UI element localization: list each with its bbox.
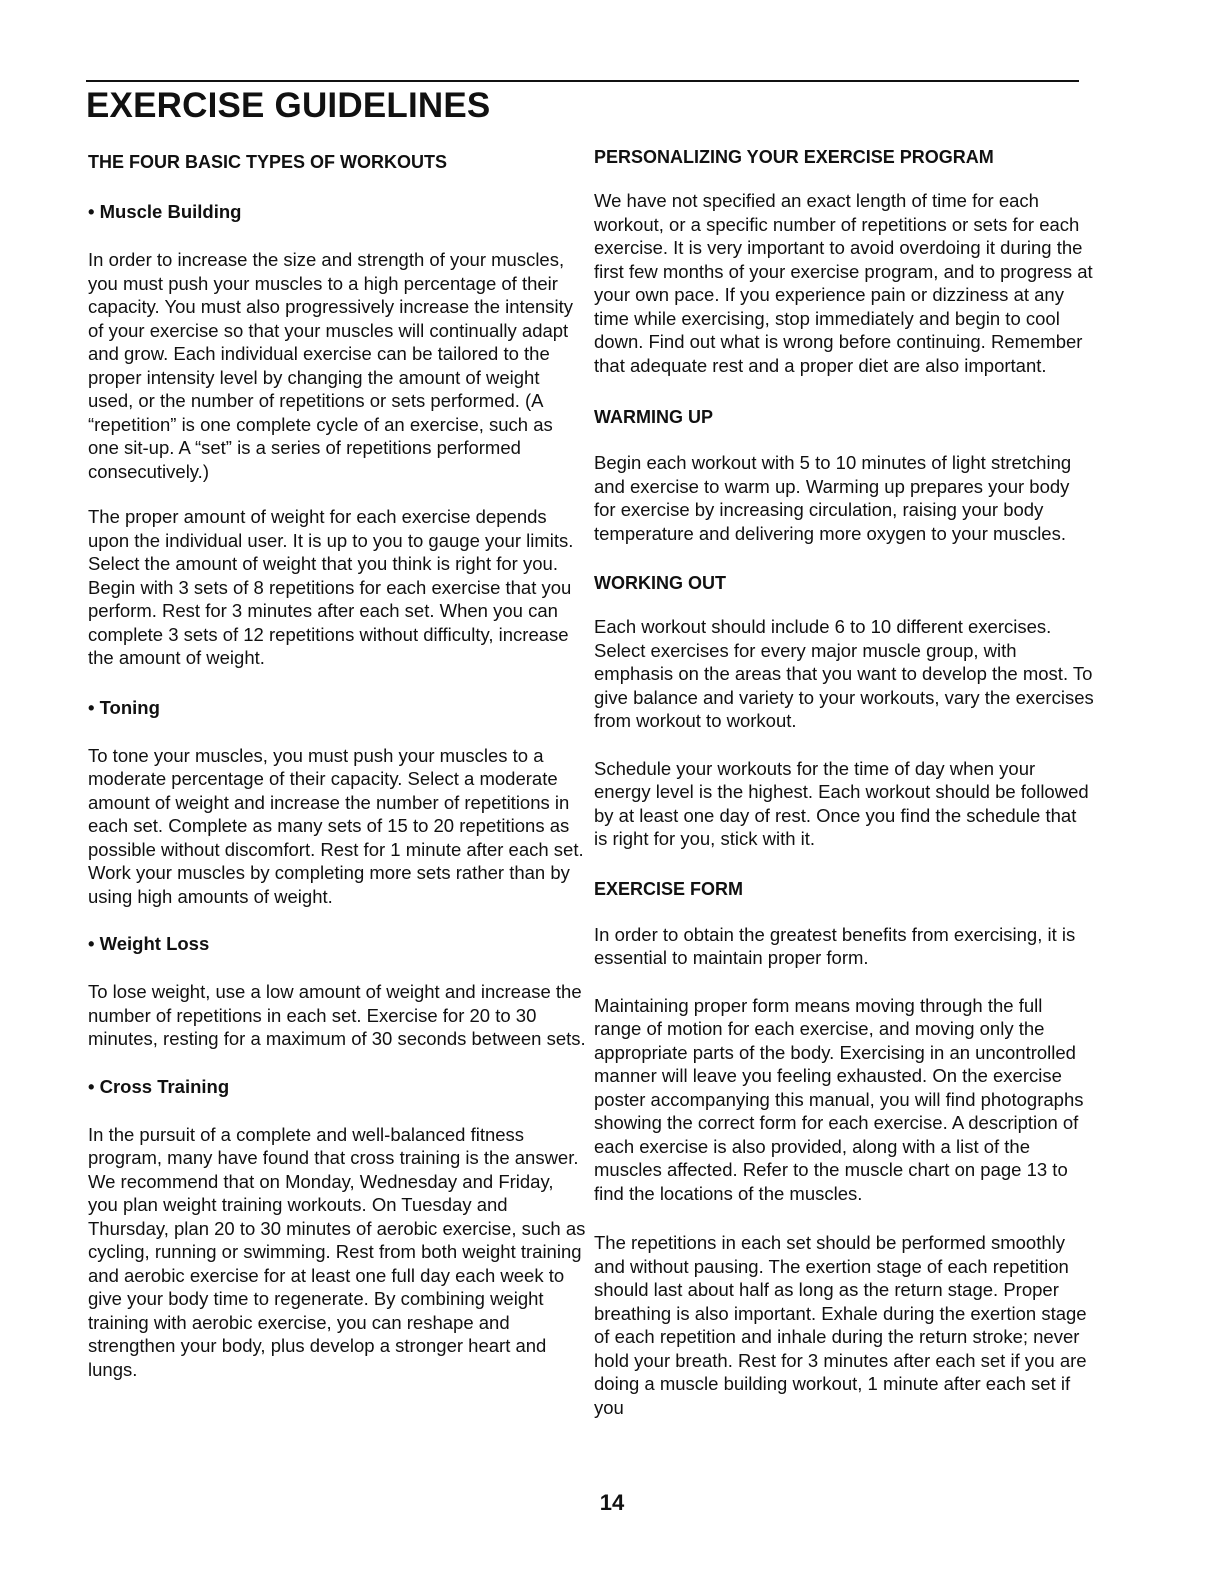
subheading-weight-loss: • Weight Loss [88,933,210,954]
paragraph-cross-training: In the pursuit of a complete and well-balanced fitness program, many have found that cross training is the answer. We recommend that on Monday, Wednesday and Friday, you plan weight training workouts. On Tuesday and Thursday, plan 20 to 30 minutes of aerobic exercise, such as cycling, running or swimming. Rest from both weight training and aerobic exercise for at least one full day each week to give your body time to regenerate. By combining weight training with aerobic exercise, you can reshape and strengthen your body, plus develop a stronger heart and lungs. [88,1123,586,1380]
paragraph-toning: To tone your muscles, you must push your muscles to a moderate percentage of their capacity. Select a moderate amount of weight and increase the number of repetitions in each set. Complete as many sets of 15 to 20 repetitions as possible without discomfort. Rest for 1 minute after each set. Work your muscles by completing more sets rather than by using high amounts of weight. [88,744,584,907]
paragraph-weight-loss: To lose weight, use a low amount of weight and increase the number of repetitions in each set. Exercise for 20 to 30 minutes, resting for a maximum of 30 seconds between sets. [88,981,586,1049]
paragraph-muscle-building-1: In order to increase the size and strength of your muscles, you must push your muscles to a high percentage of their capacity. You must also progressively increase the intensity of your exercise so that your muscles will continually adapt and grow. Each individual exercise can be tailored to the proper intensity level by changing the amount of weight used, or the number of repetitions or sets performed. (A “repetition” is one complete cycle of an exercise, such as one sit-up. A “set” is a series of repetitions performed consecutively.) [88,249,574,482]
subheading-muscle-building: • Muscle Building [88,201,242,222]
right-column [594,145,1094,1419]
section-heading-personalizing: PERSONALIZING YOUR EXERCISE PROGRAM [594,147,994,167]
page-number: 14 [599,1490,625,1515]
left-column [88,150,588,1381]
paragraph-exercise-form-2: Maintaining proper form means moving through the full range of motion for each exercise, and moving only the appropriate parts of the body. Exercising in an uncontrolled manner will leave you feeling exhausted. On the exercise poster accompanying this manual, you will find photographs showing the correct form for each exercise. A description of each exercise is also provided, along with a list of the muscles affected. Refer to the muscle chart on page 13 to find the locations of the muscles. [594,994,1084,1204]
paragraph-exercise-form-3: The repetitions in each set should be performed smoothly and without pausing. The exertion stage of each repetition should last about half as long as the return stage. Proper breathing is also important. Exhale during the exertion stage of each repetition and inhale during the return stroke; never hold your breath. Rest for 3 minutes after each set if you are doing a muscle building workout, 1 minute after each set if you [594,1232,1087,1418]
section-heading-four-types: THE FOUR BASIC TYPES OF WORKOUTS [88,152,448,172]
paragraph-warming-up: Begin each workout with 5 to 10 minutes of light stretching and exercise to warm up. Warming up prepares your body for exercise by increasing circulation, raising your body temperature and delivering more oxygen to your muscles. [594,452,1072,544]
subheading-toning: • Toning [88,696,160,718]
paragraph-working-out-2: Schedule your workouts for the time of day when your energy level is the highest. Each workout should be followed by at least one day of rest. Once you find the schedule that is right for you, stick with it. [594,757,1089,849]
paragraph-personalizing: We have not specified an exact length of time for each workout, or a specific number of repetitions or sets for each exercise. It is very important to avoid overdoing it during the first few months of your exercise program, and to progress at your own pace. If you experience pain or dizziness at any time while exercising, stop immediately and begin to cool down. Find out what is wrong before continuing. Remember that adequate rest and a proper diet are also important. [594,190,1093,376]
section-heading-exercise-form: EXERCISE FORM [594,878,744,899]
section-heading-working-out: WORKING OUT [594,573,726,593]
subheading-cross-training: • Cross Training [88,1075,230,1097]
paragraph-muscle-building-2: The proper amount of weight for each exercise depends upon the individual user. It is up to you to gauge your limits. Select the amount of weight that you think is right for you. Begin with 3 sets of 8 repetitions for each exercise that you perform. Rest for 3 minutes after each set. When you can complete 3 sets of 12 repetitions without difficulty, increase the amount of weight. [88,506,574,668]
paragraph-exercise-form-1: In order to obtain the greatest benefits from exercising, it is essential to maintain proper form. [594,923,1076,968]
top-rule [86,80,1079,82]
paragraph-working-out-1: Each workout should include 6 to 10 different exercises. Select exercises for every major muscle group, with emphasis on the areas that you want to develop the most. To give balance and variety to your workouts, vary the exercises from workout to workout. [594,616,1094,731]
page-title: EXERCISE GUIDELINES [86,86,491,125]
section-heading-warming-up: WARMING UP [594,407,713,427]
